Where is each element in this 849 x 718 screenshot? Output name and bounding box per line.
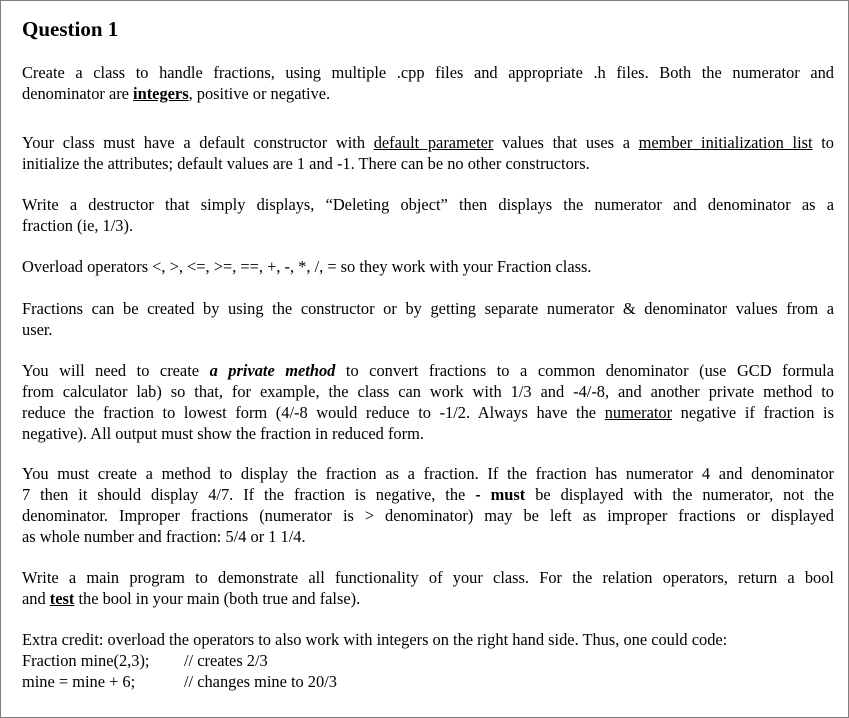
text-line: user. bbox=[22, 320, 53, 339]
text-line: from calculator lab) so that, for example, the class can work with 1/3 and -4/-8, and another private method to bbox=[22, 382, 834, 401]
question-title: Question 1 bbox=[22, 17, 119, 41]
text-line: Fractions can be created by using the constructor or by getting separate numerator & denominator values from a bbox=[22, 299, 834, 318]
code-line bbox=[22, 650, 834, 671]
text-line: Extra credit: overload the operators to also work with integers on the right hand side. Thus, one could code: bbox=[22, 630, 728, 649]
text-segment: and bbox=[22, 589, 50, 608]
text-segment: negative if fraction is bbox=[672, 403, 834, 422]
text-segment: , positive or negative. bbox=[188, 84, 331, 103]
code-statement: Fraction mine(2,3); bbox=[22, 651, 150, 670]
text-segment: be displayed with the numerator, not the bbox=[525, 485, 834, 504]
emphasis-numerator: numerator bbox=[604, 403, 673, 422]
text-segment: Your class must have a default constructor with bbox=[22, 133, 374, 152]
paragraph-constructor bbox=[22, 132, 834, 174]
text-line bbox=[22, 484, 834, 505]
text-segment: reduce the fraction to lowest form (4/-8 would reduce to -1/2. Always have the bbox=[22, 403, 605, 422]
text-line bbox=[22, 360, 834, 381]
text-segment: denominator are bbox=[22, 84, 134, 103]
text-line: Create a class to handle fractions, using multiple .cpp files and appropriate .h files. Both the numerator and bbox=[22, 63, 834, 82]
text-segment: the bool in your main (both true and false). bbox=[74, 589, 361, 608]
text-line: initialize the attributes; default values are 1 and -1. There can be no other constructors. bbox=[22, 154, 590, 173]
emphasis-member-initialization-list: member initialization list bbox=[638, 133, 813, 152]
code-comment: // creates 2/3 bbox=[184, 651, 268, 670]
text-segment: to convert fractions to a common denominator (use GCD formula bbox=[335, 361, 834, 380]
text-line: You must create a method to display the fraction as a fraction. If the fraction has numerator 4 and denominator bbox=[22, 464, 834, 483]
emphasis-integers: integers bbox=[133, 84, 189, 103]
text-segment: to bbox=[812, 133, 834, 152]
paragraph-display-method bbox=[22, 463, 834, 547]
text-segment: 7 then it should display 4/7. If the fraction is negative, the bbox=[22, 485, 476, 504]
text-line: fraction (ie, 1/3). bbox=[22, 216, 134, 235]
emphasis-minus-must: - must bbox=[475, 485, 526, 504]
text-line bbox=[22, 83, 834, 104]
text-segment: You will need to create bbox=[22, 361, 210, 380]
text-line bbox=[22, 132, 834, 153]
emphasis-private-method: a private method bbox=[209, 361, 336, 380]
emphasis-default-parameter: default parameter bbox=[373, 133, 494, 152]
paragraph-operators bbox=[22, 256, 834, 277]
text-line: negative). All output must show the fraction in reduced form. bbox=[22, 424, 424, 443]
code-comment: // changes mine to 20/3 bbox=[184, 672, 337, 691]
text-line bbox=[22, 402, 834, 423]
paragraph-main-program bbox=[22, 567, 834, 609]
text-segment: values that uses a bbox=[493, 133, 639, 152]
text-line bbox=[22, 588, 834, 609]
paragraph-destructor bbox=[22, 194, 834, 236]
text-line: Overload operators <, >, <=, >=, ==, +, -, *, /, = so they work with your Fraction class. bbox=[22, 257, 592, 276]
text-line: as whole number and fraction: 5/4 or 1 1/4. bbox=[22, 527, 306, 546]
emphasis-test: test bbox=[49, 589, 75, 608]
text-line: denominator. Improper fractions (numerator is > denominator) may be left as improper fractions or displayed bbox=[22, 506, 834, 525]
paragraph-requirements bbox=[22, 62, 834, 104]
paragraph-extra-credit bbox=[22, 629, 834, 692]
paragraph-private-methods bbox=[22, 360, 834, 444]
text-line: Write a destructor that simply displays, “Deleting object” then displays the numerator and denominator as a bbox=[22, 195, 834, 214]
code-statement: mine = mine + 6; bbox=[22, 672, 136, 691]
text-line: Write a main program to demonstrate all functionality of your class. For the relation operators, return a bool bbox=[22, 568, 834, 587]
paragraph-creation bbox=[22, 298, 834, 340]
code-line bbox=[22, 671, 834, 692]
